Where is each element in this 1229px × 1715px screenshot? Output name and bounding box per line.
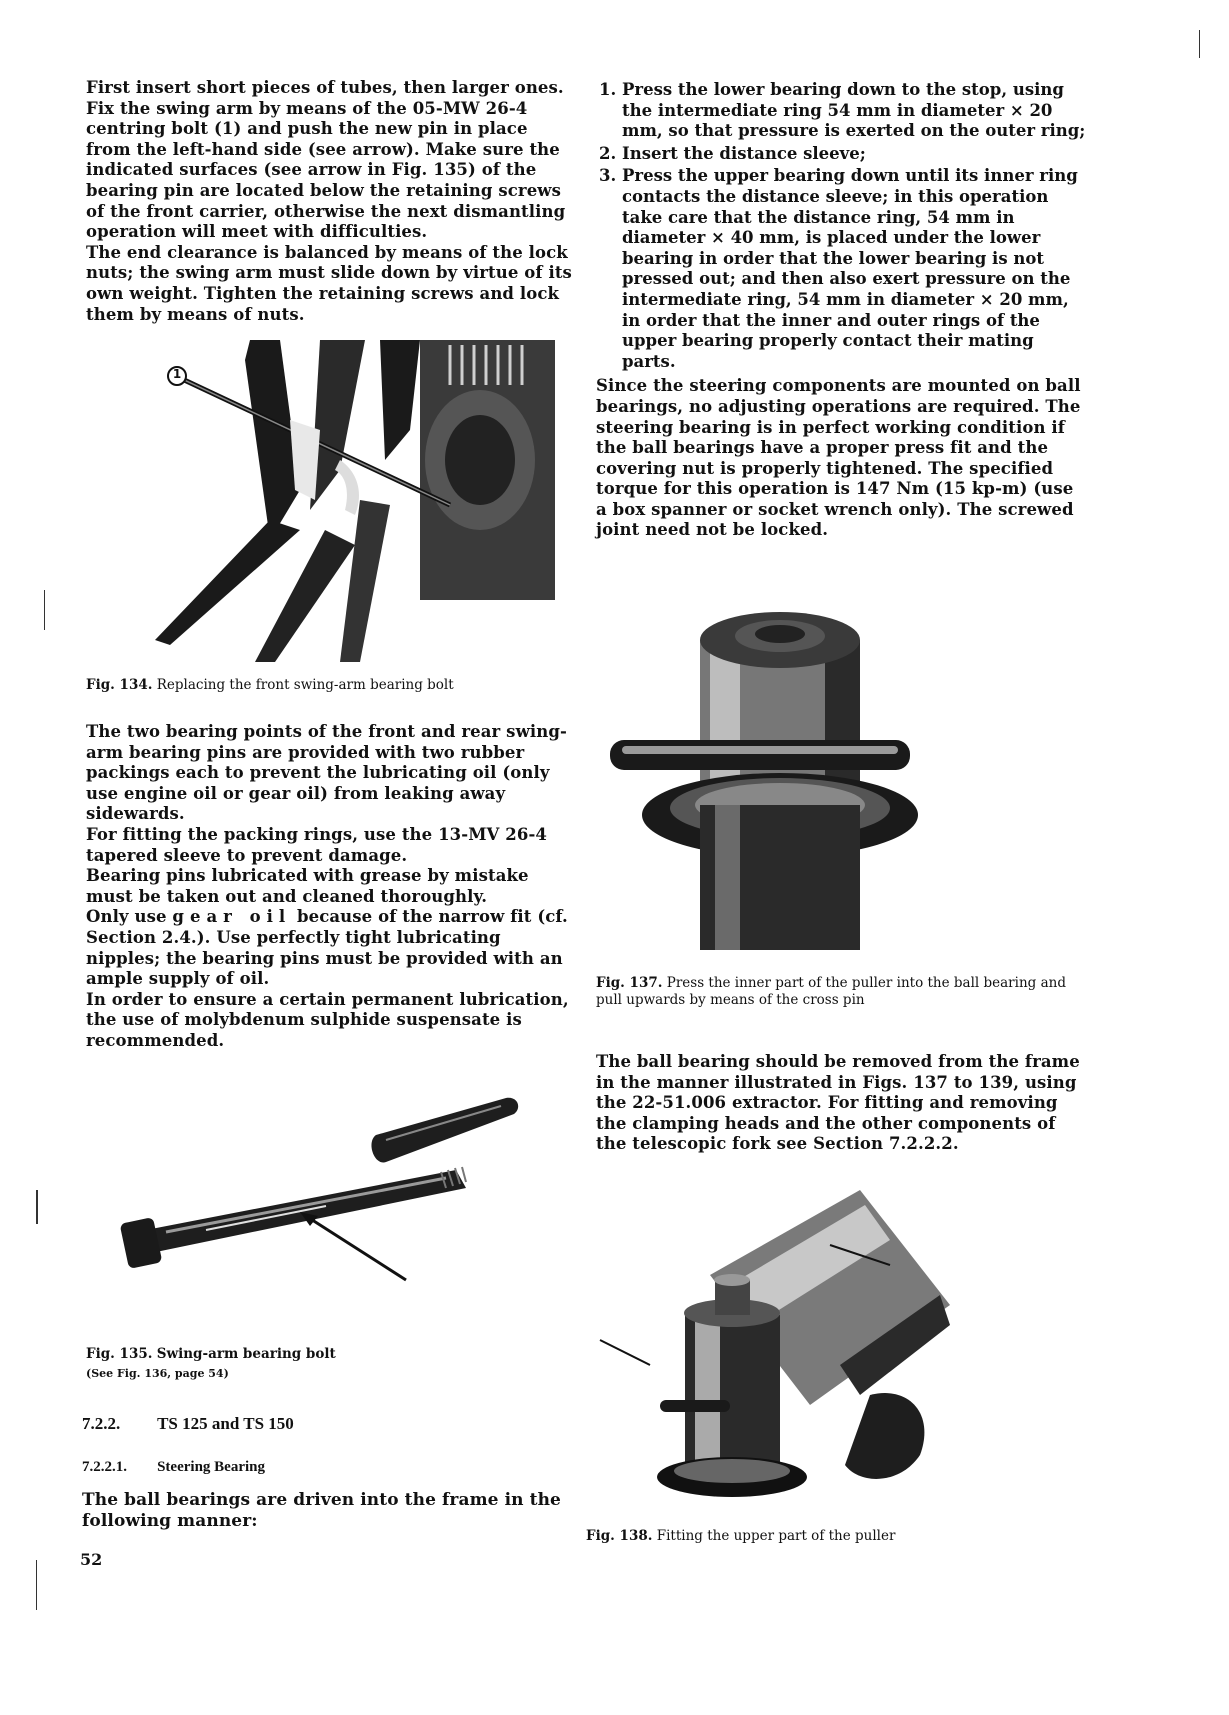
scan-edge-mark	[1199, 30, 1200, 58]
fig135-caption-label: Fig. 135.	[86, 1346, 153, 1362]
section-title: TS 125 and TS 150	[157, 1414, 294, 1433]
left-column	[86, 78, 573, 325]
steering-steps-list	[596, 80, 1086, 372]
step-item: 2. Insert the distance sleeve;	[622, 144, 1086, 165]
fig138-caption	[586, 1528, 1076, 1545]
fig138-caption-label: Fig. 138.	[586, 1528, 653, 1544]
lubrication-paragraph: In order to ensure a certain permanent lubrication, the use of molybdenum sulphide suspensate is recommended.	[86, 989, 569, 1050]
fig137-caption-text: Press the inner part of the puller into the ball bearing and pull upwards by means of the cross pin	[596, 975, 1066, 1008]
gear-oil-paragraph	[86, 907, 573, 989]
bearing-points-paragraph: The two bearing points of the front and rear swing-arm bearing pins are provided with two rubber packings each to prevent the lubricating oil (only use engine oil or gear oil) from leaking away sidewards.	[86, 722, 567, 824]
gear-oil-text-1: Only use	[86, 907, 167, 927]
gear-oil-text-2: because of the narrow fit (cf. Section 2.4.). Use perfectly tight lubricating nipples; the bearing pins must be provided with an ample supply of oil.	[86, 907, 568, 989]
gear-oil-emphasis: gear oil	[172, 907, 292, 927]
fig135-caption-note: (See Fig. 136, page 54)	[86, 1367, 229, 1380]
scan-edge-mark	[36, 1190, 38, 1224]
fig138-photo	[590, 1185, 960, 1505]
removal-paragraph: The ball bearing should be removed from the frame in the manner illustrated in Figs. 137 to 139, using the 22-51.006 extractor. For fitting and removing the clamping heads and the other components of the telescopic fork see Section 7.2.2.2.	[596, 1052, 1080, 1154]
puller-upper-illustration	[590, 1185, 960, 1505]
fig137-caption	[596, 975, 1086, 1009]
fig137-photo	[600, 600, 920, 950]
subsection-heading	[82, 1456, 562, 1476]
page-number: 52	[80, 1550, 103, 1569]
section-number: 7.2.2.	[82, 1414, 121, 1433]
fig138-caption-text: Fitting the upper part of the puller	[656, 1528, 896, 1544]
subsection-title: Steering Bearing	[157, 1459, 265, 1475]
bearing-bolt-illustration	[86, 1080, 546, 1330]
fig134-caption-text: Replacing the front swing-arm bearing bolt	[156, 677, 454, 693]
fig134-callout: 1	[172, 367, 182, 381]
fig135-caption-text: Swing-arm bearing bolt	[156, 1346, 336, 1362]
grease-paragraph: Bearing pins lubricated with grease by mistake must be taken out and cleaned thoroughly.	[86, 866, 529, 906]
end-clearance-paragraph: The end clearance is balanced by means of the lock nuts; the swing arm must slide down by virtue of its own weight. Tighten the retaining screws and lock them by means of nuts.	[86, 242, 572, 324]
fig134-caption	[86, 677, 566, 694]
left-column-lower	[86, 722, 573, 1052]
swing-arm-bolt-illustration	[150, 340, 555, 662]
section-heading	[82, 1414, 562, 1434]
intro-paragraph: First insert short pieces of tubes, then larger ones. Fix the swing arm by means of the 05-MW 26-4 centring bolt (1) and push the new pin in place from the left-hand side (see arrow). Make sure the indicated surfaces (see arrow in Fig. 135) of the bearing pin are located below the retaining screws of the front carrier, otherwise the next dismantling operation will meet with difficulties.	[86, 78, 566, 242]
fig137-caption-label: Fig. 137.	[596, 975, 663, 991]
scan-edge-mark	[36, 1560, 37, 1610]
scan-edge-mark	[44, 590, 45, 630]
puller-inner-illustration	[600, 600, 920, 950]
fig134-photo	[150, 340, 555, 662]
steering-intro-paragraph: The ball bearings are driven into the frame in the following manner:	[82, 1490, 561, 1531]
step-item: 3. Press the upper bearing down until its inner ring contacts the distance sleeve; in this operation take care that the distance ring, 54 mm in diameter × 40 mm, is placed under the lower bearing in order that the lower bearing is not pressed out; and then also exert pressure on the intermediate ring, 54 mm in diameter × 20 mm, in order that the inner and outer rings of the upper bearing properly contact their mating parts.	[622, 166, 1086, 372]
right-column	[596, 80, 1086, 541]
packing-rings-paragraph: For fitting the packing rings, use the 13-MV 26-4 tapered sleeve to prevent damage.	[86, 824, 547, 865]
subsection-number: 7.2.2.1.	[82, 1459, 127, 1475]
step-item: 1. Press the lower bearing down to the stop, using the intermediate ring 54 mm in diameter × 20 mm, so that pressure is exerted on the outer ring;	[622, 80, 1086, 142]
fig135-caption	[86, 1346, 566, 1382]
fig135-photo	[86, 1080, 546, 1330]
ball-bearings-paragraph: Since the steering components are mounted on ball bearings, no adjusting operations are required. The steering bearing is in perfect working condition if the ball bearings have a proper press fit and the covering nut is properly tightened. The specified torque for this operation is 147 Nm (15 kp-m) (use a box spanner or socket wrench only). The screwed joint need not be locked.	[596, 376, 1081, 540]
fig134-caption-label: Fig. 134.	[86, 677, 153, 693]
